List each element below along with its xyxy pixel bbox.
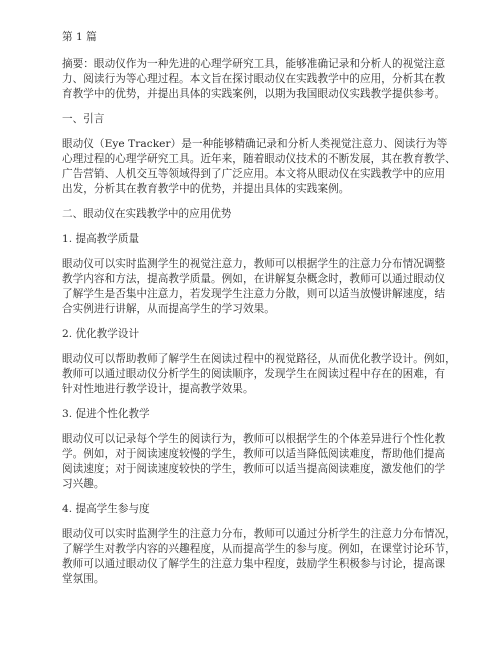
document-page xyxy=(62,30,456,587)
text-line: 出发，分析其在教育教学中的优势，并提出具体的实践案例。 xyxy=(62,183,350,195)
text-line: 心理过程的心理学研究工具。近年来，随着眼动仪技术的不断发展，其在教育教学、 xyxy=(62,153,456,165)
text-line: 眼动仪可以记录每个学生的阅读行为，教师可以根据学生的个体差异进行个性化教 xyxy=(62,433,446,445)
text-line: 眼动仪可以实时监测学生的视觉注意力，教师可以根据学生的注意力分布情况调整 xyxy=(62,258,446,270)
subsection-heading: 4. 提高学生参与度 xyxy=(62,503,150,515)
text-line: 力、阅读行为等心理过程。本文旨在探讨眼动仪在实践教学中的应用，分析其在教 xyxy=(62,73,446,85)
text-line: 眼动仪可以实时监测学生的注意力分布，教师可以通过分析学生的注意力分布情况， xyxy=(62,528,456,540)
subsection-heading: 2. 优化教学设计 xyxy=(62,328,140,340)
body-paragraph xyxy=(62,432,444,492)
text-line: 教师可以通过眼动仪分析学生的阅读顺序，发现学生在阅读过程中存在的困难，有 xyxy=(62,368,446,380)
section-heading: 二、眼动仪在实践教学中的应用优势 xyxy=(62,208,232,220)
text-line: 眼动仪（Eye Tracker）是一种能够精确记录和分析人类视觉注意力、阅读行为等 xyxy=(62,138,448,150)
body-paragraph xyxy=(62,352,456,397)
text-line: 针对性地进行教学设计，提高教学效果。 xyxy=(62,383,254,395)
abstract-paragraph xyxy=(62,57,444,102)
subsection-heading: 3. 促进个性化教学 xyxy=(62,408,150,420)
text-line: 习兴趣。 xyxy=(62,478,105,490)
text-line: 教学内容和方法，提高教学质量。例如，在讲解复杂概念时，教师可以通过眼动仪 xyxy=(62,273,446,285)
text-line: 教师可以通过眼动仪了解学生的注意力集中程度，鼓励学生积极参与讨论，提高课 xyxy=(62,558,446,570)
body-paragraph xyxy=(62,257,444,317)
text-line: 摘要：眼动仪作为一种先进的心理学研究工具，能够准确记录和分析人的视觉注意 xyxy=(62,58,446,70)
subsection-heading: 1. 提高教学质量 xyxy=(62,233,140,245)
text-line: 了解学生对教学内容的兴趣程度，从而提高学生的参与度。例如，在课堂讨论环节， xyxy=(62,543,456,555)
body-paragraph xyxy=(62,527,456,587)
section-heading: 一、引言 xyxy=(62,113,105,125)
text-line: 育教学中的优势，并提出具体的实践案例，以期为我国眼动仪实践教学提供参考。 xyxy=(62,88,446,100)
text-line: 合实例进行讲解，从而提高学生的学习效果。 xyxy=(62,303,275,315)
text-line: 眼动仪可以帮助教师了解学生在阅读过程中的视觉路径，从而优化教学设计。例如， xyxy=(62,353,456,365)
intro-paragraph xyxy=(62,137,456,197)
text-line: 广告营销、人机交互等领域得到了广泛应用。本文将从眼动仪在实践教学中的应用 xyxy=(62,168,446,180)
text-line: 堂氛围。 xyxy=(62,573,105,585)
text-line: 学。例如，对于阅读速度较慢的学生，教师可以适当降低阅读难度，帮助他们提高 xyxy=(62,448,446,460)
text-line: 阅读速度；对于阅读速度较快的学生，教师可以适当提高阅读难度，激发他们的学 xyxy=(62,463,446,475)
text-line: 了解学生是否集中注意力，若发现学生注意力分散，则可以适当放慢讲解速度，结 xyxy=(62,288,446,300)
page-label: 第 1 篇 xyxy=(62,31,97,43)
